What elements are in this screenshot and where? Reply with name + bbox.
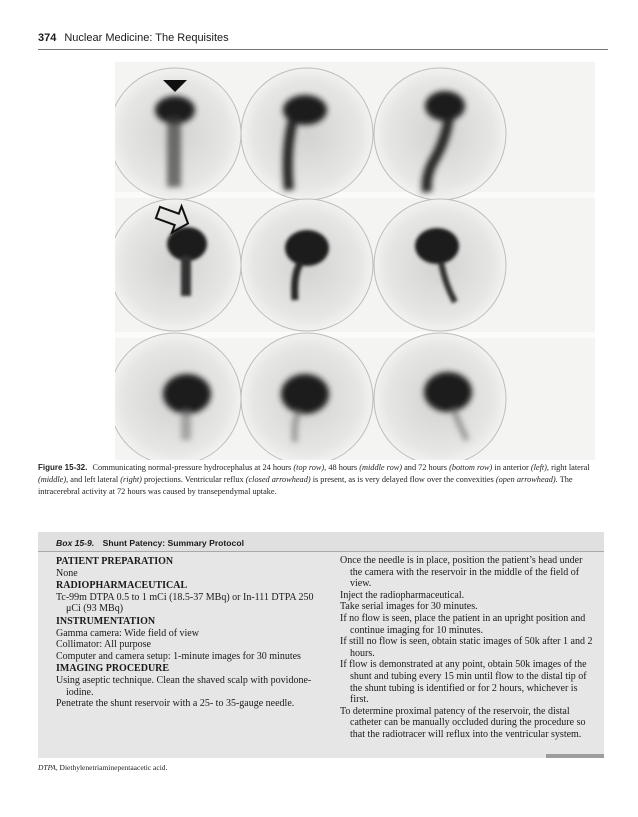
protocol-step: To determine proximal patency of the reservoir, the distal catheter can be manually occluded during the procedure so that the radiotracer will reflux into the ventricular system.	[340, 705, 586, 740]
protocol-step: If flow is demonstrated at any point, obtain 50k images of the shunt and tubing every 15 min until flow to the distal tip of the shunt tubing is identified or for 2 hours, whichever is first.	[340, 659, 587, 706]
scintigraphy-grid	[115, 62, 595, 460]
protocol-item: Computer and camera setup: 1-minute images for 30 minutes	[56, 650, 301, 662]
caption-mid1: 48 hours	[328, 463, 358, 472]
section-heading: IMAGING PROCEDURE	[56, 663, 170, 675]
protocol-item: Using aseptic technique. Clean the shaved scalp with povidone-iodine.	[56, 674, 312, 698]
protocol-step: If still no flow is seen, obtain static images of 50k after 1 and 2 hours.	[340, 636, 593, 659]
caption-closed: (closed arrowhead)	[245, 475, 311, 484]
box-title: Shunt Patency: Summary Protocol	[102, 538, 244, 548]
cisternal-activity	[181, 256, 191, 296]
scan-field	[374, 68, 506, 200]
caption-text: Communicating normal-pressure hydrocephalus at 24 hours	[92, 463, 292, 472]
footnote-text: Diethylenetriaminepentaacetic acid.	[59, 763, 168, 772]
box-corner-rule	[546, 754, 604, 758]
brain-activity	[424, 372, 472, 412]
caption-tail: The intracerebral activity at 72 hours was caused by transependymal uptake.	[38, 475, 573, 496]
section-heading: INSTRUMENTATION	[56, 615, 156, 627]
running-title: Nuclear Medicine: The Requisites	[64, 32, 229, 44]
brain-activity	[163, 374, 211, 414]
running-head	[38, 32, 229, 44]
caption-mid4: right lateral	[551, 463, 590, 472]
protocol-item: Tc-99m DTPA 0.5 to 1 mCi (18.5-37 MBq) or In-111 DTPA 250 μCi (93 MBq)	[56, 591, 314, 615]
scan-field	[241, 68, 373, 200]
box-right-column	[340, 555, 596, 741]
header-rule	[38, 49, 608, 50]
protocol-item: Gamma camera: Wide field of view	[56, 627, 199, 639]
scan-row-72h	[115, 333, 506, 460]
caption-row3: (bottom row)	[449, 463, 493, 472]
page-number: 374	[38, 32, 57, 44]
brain-activity	[281, 374, 329, 414]
section-heading: RADIOPHARMACEUTICAL	[56, 580, 188, 592]
caption-mid7: is present, as is very delayed flow over the convexities	[312, 475, 494, 484]
ventricle-activity	[415, 228, 459, 264]
caption-middle: (middle),	[38, 475, 69, 484]
box-header	[38, 532, 604, 552]
cisternal-activity	[167, 117, 181, 187]
caption-mid6: projections. Ventricular reflux	[144, 475, 244, 484]
protocol-step: Inject the radiopharmaceutical.	[340, 589, 465, 601]
caption-mid5: and left lateral	[70, 475, 119, 484]
ventricle-activity	[425, 91, 465, 121]
footnote-abbrev: DTPA,	[38, 763, 58, 772]
scan-figure	[115, 62, 595, 460]
protocol-item: None	[56, 567, 78, 579]
caption-mid3: in anterior	[494, 463, 529, 472]
box-left-column	[56, 555, 318, 741]
protocol-item: Collimator: All purpose	[56, 639, 151, 651]
scan-row-48h	[115, 199, 506, 331]
scan-row-24h	[115, 68, 506, 200]
caption-left: (left),	[530, 463, 550, 472]
footnote	[38, 763, 167, 772]
protocol-box	[38, 532, 604, 758]
caption-row2: (middle row)	[359, 463, 403, 472]
caption-right: (right)	[120, 475, 142, 484]
caption-mid2: and 72 hours	[404, 463, 447, 472]
caption-open: (open arrowhead).	[495, 475, 558, 484]
cisternal-activity	[288, 120, 293, 190]
figure-caption	[38, 462, 604, 498]
ventricle-activity	[285, 230, 329, 266]
protocol-step: Take serial images for 30 minutes.	[340, 601, 478, 613]
cisternal-activity	[181, 410, 191, 440]
box-number: Box 15-9.	[56, 538, 95, 548]
protocol-step: Once the needle is in place, position the patient’s head under the camera with the reservoir in the middle of the field of view.	[340, 555, 583, 590]
protocol-step: If no flow is seen, place the patient in an upright position and continue imaging for 10 minutes.	[340, 612, 586, 636]
caption-row1: (top row),	[293, 463, 327, 472]
scan-field	[115, 199, 241, 331]
figure-label: Figure 15-32.	[38, 463, 88, 472]
section-heading: PATIENT PREPARATION	[56, 556, 174, 567]
protocol-item: Penetrate the shunt reservoir with a 25- to 35-gauge needle.	[56, 698, 295, 710]
